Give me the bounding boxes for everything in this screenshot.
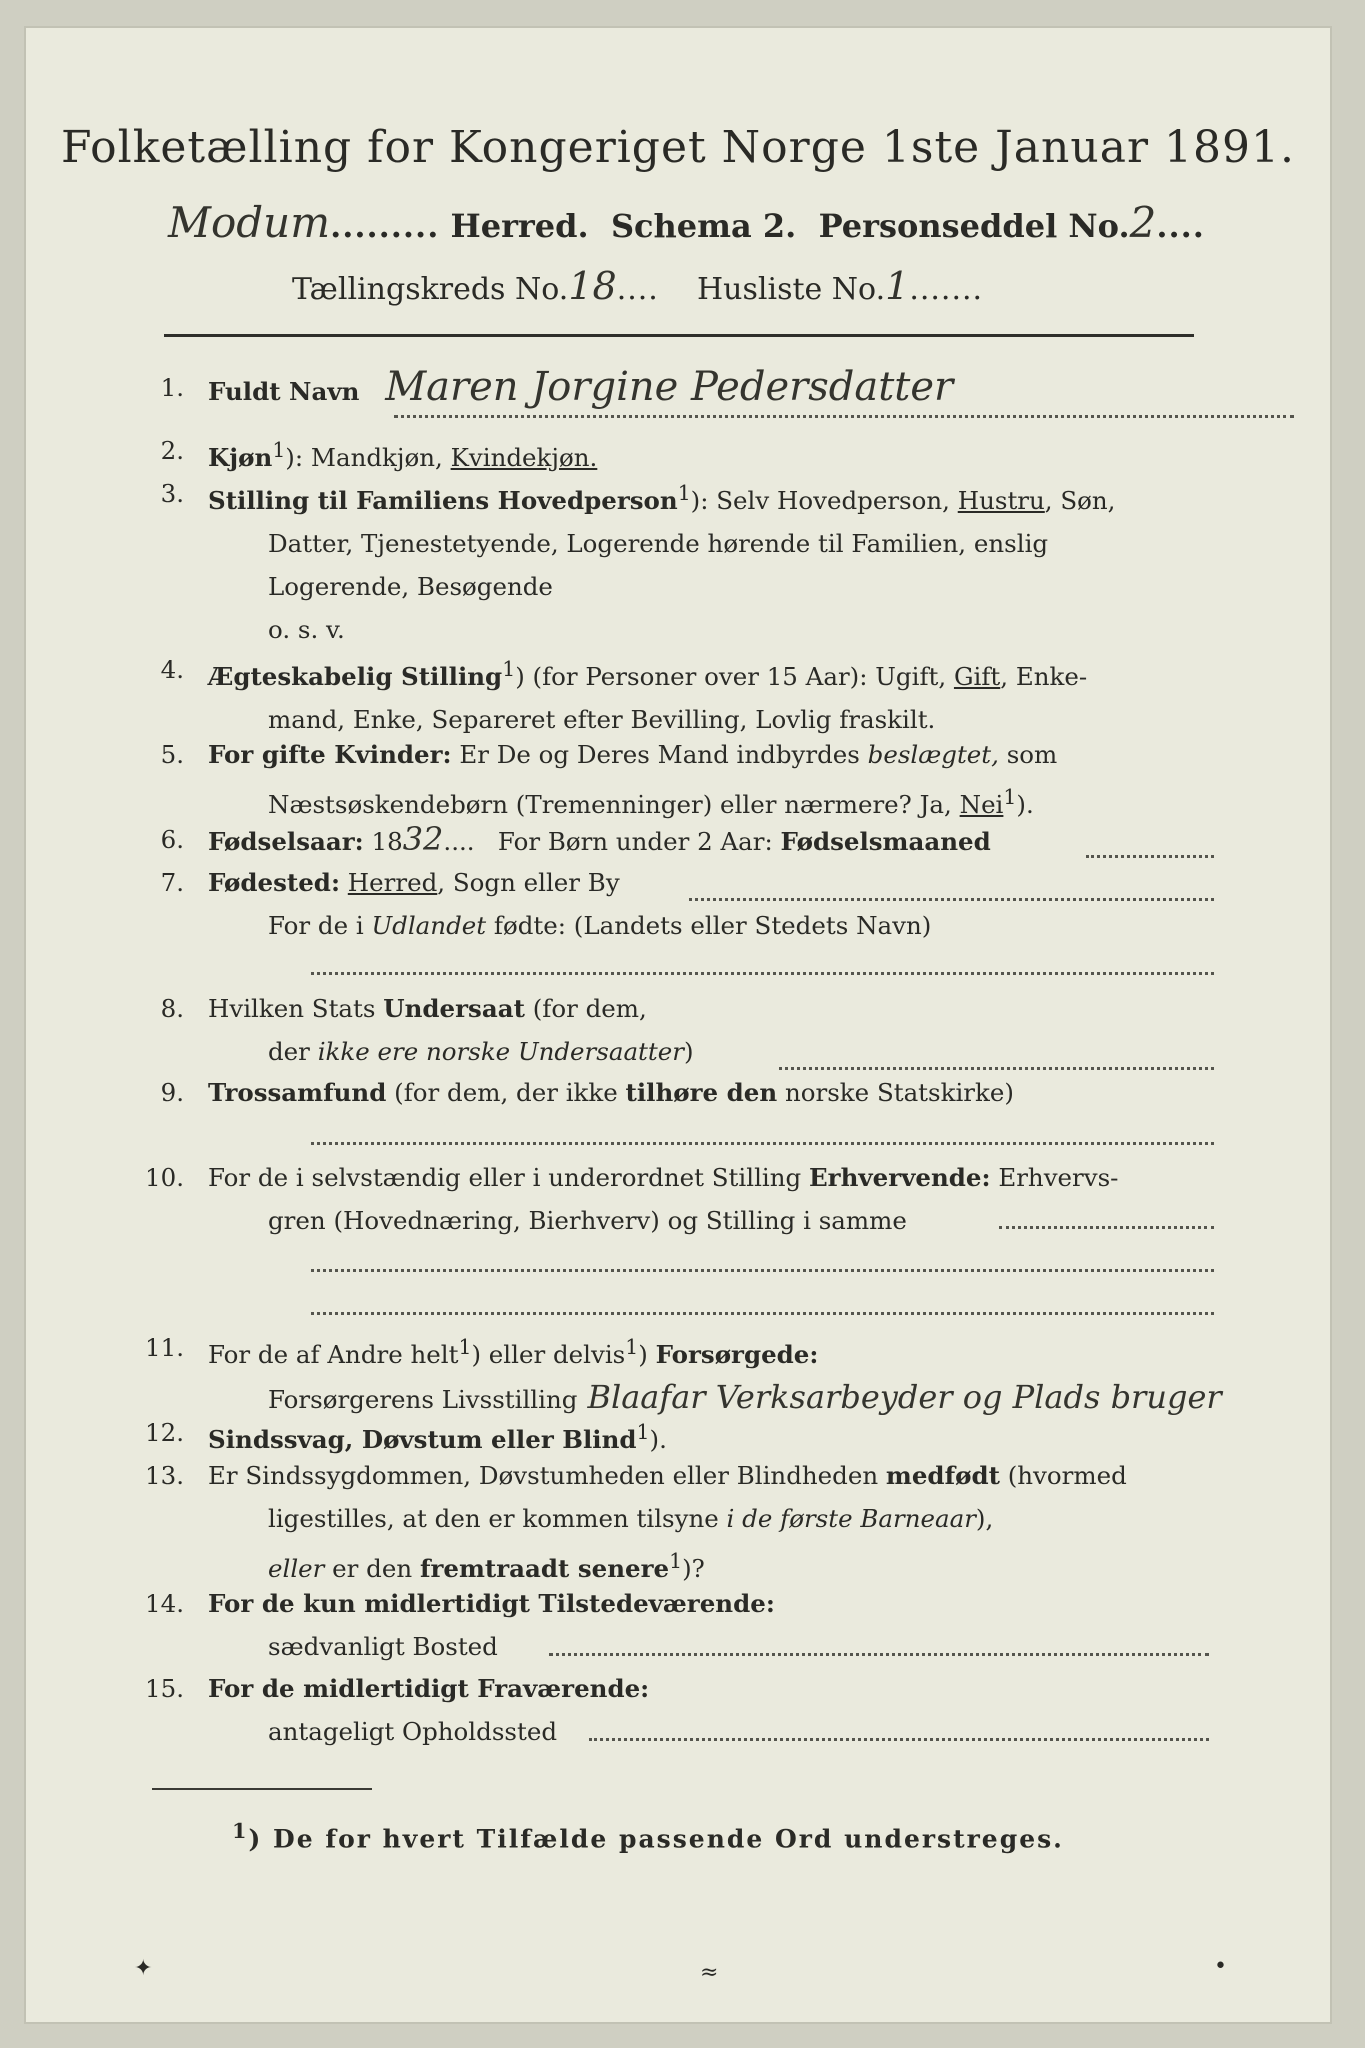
question-number: 4.: [160, 655, 184, 684]
footnote-ref: 1: [458, 1335, 472, 1359]
ink-mark: ≈: [700, 1960, 719, 1985]
personseddel-value: 2: [1129, 198, 1157, 247]
citizenship-text-end: (for dem,: [524, 994, 647, 1023]
non-norwegian-text: der: [268, 1037, 318, 1066]
citizenship-text: Hvilken Stats: [208, 994, 384, 1023]
family-position-line-2: Datter, Tjenestetyende, Logerende hørende til Familien, enslig: [268, 529, 1049, 559]
full-name-value: Maren Jorgine Pedersdatter: [385, 364, 954, 410]
non-norwegian-italic: ikke ere norske Undersaatter: [317, 1037, 684, 1066]
question-number: 14.: [145, 1589, 184, 1618]
footnote-ref: 1: [272, 438, 286, 462]
footnote-ref: 1: [677, 481, 691, 505]
header-rule: [164, 334, 1194, 337]
question-number: 3.: [160, 479, 184, 508]
religion-text: (for dem, der ikke: [386, 1078, 626, 1107]
relation-question-text: Næstsøskendebørn (Tremenninger) eller nærmere? Ja,: [268, 790, 960, 820]
usual-residence-dotted-line: [549, 1653, 1209, 1656]
religion-label-b: tilhøre den: [625, 1078, 778, 1107]
header-line-herred: Modum......... Herred. Schema 2. Personseddel No.2....: [168, 198, 1205, 247]
sex-options-text: ): Mandkjøn,: [285, 443, 451, 473]
supported-text: For de af Andre helt: [208, 1340, 459, 1370]
question-number: 10.: [145, 1163, 184, 1192]
question-number: 7.: [160, 868, 184, 897]
supported-text-c: ): [638, 1340, 656, 1370]
ink-mark: ✦: [134, 1956, 153, 1981]
citizenship-dotted-line: [779, 1067, 1214, 1070]
footnote-rule: [152, 1788, 372, 1790]
kreds-label: Tællingskreds No.: [292, 272, 569, 307]
name-dotted-line: [394, 415, 1294, 418]
married-women-text: Er De og Deres Mand indbyrdes: [451, 740, 868, 769]
question-number: 5.: [160, 740, 184, 769]
occupation-text: For de i selvstændig eller i underordnet Stilling: [208, 1163, 809, 1192]
supported-label: Forsørgede:: [655, 1340, 819, 1370]
congenital-text-end: (hvormed: [999, 1461, 1127, 1490]
census-form-sheet: Folketælling for Kongeriget Norge 1ste Januar 1891. Modum......... Herred. Schema 2. Personseddel No.2.... Tællingskreds No.18.... Husliste No.1....... 1. Fuldt Navn Maren Jorgine Pedersdatter 2. Kjøn$^1$): Mandkjøn, Kvindekjøn. 3. Stilling til Familiens Hovedperson$^1$): Selv Hovedperson, Hustru, Søn, Datter, Tjenestetyende, Logerende hørende til Familien, enslig Logerende, Besøgende o. s. v. 4. Ægteskabelig Stilling$^1$) (for Personer over 15 Aar): Ugift, Gift, Enke- mand, Enke, Separeret efter Bevilling, Lovlig fraskilt. 5. For gifte Kvinder: Er De og Deres Mand indbyrdes beslægtet, som Næstsøskendebørn (Tremenninger) eller nærmere? Ja, Nei$^1$). 6. Fødselsaar: 1832.... For Børn under 2 Aar: Fødselsmaaned 7. Fødested: Herred, Sogn eller By For de i Udlandet fødte: (Landets eller Stedets Navn) 8. Hvilken Stats Undersaat (for dem, der ikke ere norske Undersaatter) 9. Trossamfund (for dem, der ikke tilhøre den norske Statskirke) 10. For de i selvstændig eller i underordnet Stilling Erhvervende: Erhvervs- gren (Hovednæring, Bierhverv) og Stilling i samme 11. For de af Andre helt$^1$) eller delvis$^1$) Forsørgede: Forsørgerens Livsstilling Blaafar Verksarbeyder og Plads bruger 12. Sindssvag, Døvstum eller Blind$^1$). 13. Er Sindssygdommen, Døvstumheden eller Blindheden medfødt (hvormed ligestilles, at den er kommen tilsyne i de første Barneaar), eller er den fremtraadt senere$^1$)? 14. For de kun midlertidigt Tilstedeværende: sædvanligt Bosted 15. For de midlertidigt Fraværende: antageligt Opholdssted $^1$) De for hvert Tilfælde passende Ord understreges. ✦ ≈ •: [24, 26, 1332, 2024]
probable-stay-label: antageligt Opholdssted: [268, 1717, 557, 1746]
birthplace-text: , Sogn eller By: [437, 868, 620, 897]
citizenship-label: Undersaat: [383, 994, 525, 1023]
abroad-dotted-line: [311, 972, 1214, 975]
question-number: 12.: [145, 1418, 184, 1447]
temporary-present-label: For de kun midlertidigt Tilstedeværende:: [208, 1589, 775, 1618]
disability-text-end: ).: [649, 1425, 667, 1455]
question-number: 13.: [145, 1461, 184, 1490]
congenital-line-3-italic: eller: [268, 1554, 325, 1584]
footnote-ref: 1: [502, 657, 516, 681]
form-title: Folketælling for Kongeriget Norge 1ste Januar 1891.: [61, 122, 1295, 173]
occupation-line-2: gren (Hovednæring, Bierhverv) og Stilling i samme: [268, 1206, 907, 1235]
provider-occupation-value: Blaafar Verksarbeyder og Plads bruger: [587, 1378, 1222, 1417]
supported-text-b: ) eller delvis: [471, 1340, 626, 1370]
occupation-dotted-line-2: [311, 1269, 1214, 1272]
family-position-text: ): Selv Hovedperson,: [690, 486, 958, 516]
footnote-ref: 1: [625, 1335, 639, 1359]
birthplace-dotted-line: [689, 898, 1214, 901]
footnote-marker: 1: [232, 1818, 249, 1843]
probable-stay-dotted-line: [589, 1738, 1209, 1741]
occupation-dotted-line-1: [999, 1226, 1214, 1229]
religion-text-end: norske Statskirke): [777, 1078, 1014, 1107]
marital-status-line-2: mand, Enke, Separeret efter Bevilling, Lovlig fraskilt.: [268, 705, 936, 735]
question-number: 9.: [160, 1078, 184, 1107]
header-line-kreds: Tællingskreds No.18.... Husliste No.1.......: [292, 264, 984, 308]
congenital-text: Er Sindssygdommen, Døvstumheden eller Blindheden: [208, 1461, 886, 1490]
family-position-label: Stilling til Familiens Hovedperson: [208, 486, 678, 516]
later-onset-label: fremtraadt senere: [419, 1554, 670, 1584]
usual-residence-label: sædvanligt Bosted: [268, 1632, 498, 1661]
question-number: 1.: [160, 373, 184, 402]
congenital-label: medfødt: [885, 1461, 1000, 1490]
herred-label: Herred.: [450, 207, 589, 245]
birthplace-selected: Herred: [347, 868, 438, 897]
family-position-text-end: , Søn,: [1044, 486, 1116, 516]
marital-status-text-end: , Enke-: [1000, 662, 1088, 692]
herred-value: Modum: [168, 198, 331, 247]
marital-status-selected: Gift: [953, 662, 1001, 692]
family-position-selected: Hustru: [957, 486, 1045, 516]
footnote: [232, 1818, 1064, 1853]
birth-month-dotted-line: [1086, 855, 1214, 858]
occupation-text-end: Erhvervs-: [990, 1163, 1119, 1192]
relation-selected: Nei: [959, 790, 1004, 820]
question-number: 6.: [160, 825, 184, 854]
kreds-value: 18: [568, 264, 617, 308]
congenital-line-3: er den: [324, 1554, 420, 1584]
birth-month-label: Fødselsmaaned: [780, 827, 991, 856]
married-women-label: For gifte Kvinder:: [208, 740, 452, 769]
footnote-text: ) De for hvert Tilfælde passende Ord understreges.: [248, 1824, 1064, 1854]
question-number: 11.: [145, 1333, 184, 1362]
husliste-value: 1: [885, 264, 910, 308]
disability-label: Sindssvag, Døvstum eller Blind: [208, 1425, 637, 1455]
question-number: 2.: [160, 436, 184, 465]
abroad-text: For de i: [268, 911, 372, 940]
occupation-dotted-line-3: [311, 1312, 1214, 1315]
full-name-label: Fuldt Navn: [208, 377, 360, 406]
marital-status-text: ) (for Personer over 15 Aar): Ugift,: [515, 662, 954, 692]
family-position-line-3: Logerende, Besøgende: [268, 572, 553, 602]
congenital-line-2-italic: i de første Barneaar: [726, 1504, 976, 1533]
sex-label: Kjøn: [208, 443, 273, 473]
provider-occupation-label: Forsørgerens Livsstilling: [268, 1385, 578, 1415]
birth-year-label: Fødselsaar:: [208, 827, 364, 856]
question-number: 8.: [160, 994, 184, 1023]
birth-year-value: 32: [402, 820, 444, 858]
religion-dotted-line: [311, 1142, 1214, 1145]
ink-mark: •: [1214, 1954, 1227, 1979]
abroad-italic: Udlandet: [371, 911, 487, 940]
congenital-line-3-end: )?: [682, 1554, 705, 1584]
birth-year-prefix: 18: [363, 827, 403, 856]
sex-selected-option: Kvindekjøn.: [450, 443, 598, 473]
marital-status-label: Ægteskabelig Stilling: [208, 662, 503, 692]
question-number: 15.: [145, 1674, 184, 1703]
footnote-ref: 1: [669, 1549, 683, 1573]
birthplace-label: Fødested:: [208, 868, 340, 897]
temporary-absent-label: For de midlertidigt Fraværende:: [208, 1674, 650, 1703]
schema-label: Schema 2.: [610, 207, 797, 245]
occupation-label: Erhvervende:: [809, 1163, 991, 1192]
non-norwegian-text-end: ): [683, 1037, 694, 1066]
personseddel-label: Personseddel No.: [818, 207, 1130, 245]
footnote-ref: 1: [1003, 785, 1017, 809]
married-women-text-end: som: [998, 740, 1058, 769]
married-women-italic: beslægtet,: [867, 740, 999, 769]
relation-text-end: ).: [1016, 790, 1034, 820]
congenital-line-2-end: ),: [975, 1504, 994, 1533]
congenital-line-2: ligestilles, at den er kommen tilsyne: [268, 1504, 727, 1533]
religion-label: Trossamfund: [208, 1078, 387, 1107]
abroad-text-end: fødte: (Landets eller Stedets Navn): [486, 911, 932, 940]
family-position-line-4: o. s. v.: [268, 615, 345, 645]
birth-month-text: For Børn under 2 Aar:: [497, 827, 781, 856]
footnote-ref: 1: [636, 1420, 650, 1444]
husliste-label: Husliste No.: [697, 272, 886, 307]
